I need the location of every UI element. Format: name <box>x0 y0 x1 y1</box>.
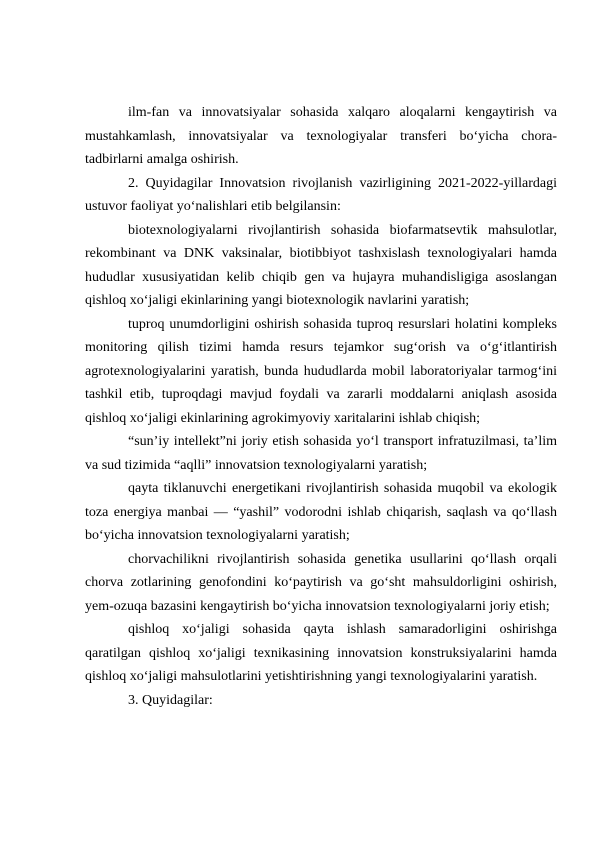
document-page <box>85 101 557 712</box>
paragraph-agriculture-machinery: qishloq xo‘jaligi sohasida qayta ishlash samaradorligini oshirishga qaratilgan qishloq xo‘jaligi texnikasining innovatsion konstruksiyalarini hamda qishloq xo‘jaligi mahsulotlarini yetishtirishning yangi texnologiyalarini yaratish. <box>85 622 557 684</box>
paragraph-international-relations: ilm-fan va innovatsiyalar sohasida xalqaro aloqalarni kengaytirish va mustahkamlash, innovatsiyalar va texnologiyalar transferi bo‘yicha chora-tadbirlarni amalga oshirish. <box>85 105 557 167</box>
paragraph-renewable-energy: qayta tiklanuvchi energetikani rivojlantirish sohasida muqobil va ekologik toza energiya manbai — “yashil” vodorodni ishlab chiqarish, saqlash va qo‘llash bo‘yicha innovatsion texnologiyalarni yaratish; <box>85 481 557 543</box>
paragraph-soil-fertility: tuproq unumdorligini oshirish sohasida tuproq resurslari holatini kompleks monitoring qilish tizimi hamda resurs tejamkor sug‘orish va o‘g‘itlantirish agrotexnologiyalarini yaratish, bunda hududlarda mobil laboratoriyalar tarmog‘ini tashkil etib, tuproqdagi mavjud foydali va zararli moddalarni aniqlash asosida qishloq xo‘jaligi ekinlarining agrokimyoviy xaritalarini ishlab chiqish; <box>85 316 557 426</box>
paragraph-artificial-intelligence: “sun’iy intellekt”ni joriy etish sohasida yo‘l transport infratuzilmasi, ta’lim va sud tizimida “aqlli” innovatsion texnologiyalarni yaratish; <box>85 434 557 473</box>
paragraph-livestock: chorvachilikni rivojlantirish sohasida genetika usullarini qo‘llash orqali chorva zotlarining genofondini ko‘paytirish va go‘sht mahsuldorligini oshirish, yem-ozuqa bazasini kengaytirish bo‘yicha innovatsion texnologiyalarni joriy etish; <box>85 551 557 614</box>
paragraph-item-3-heading: 3. Quyidagilar: <box>128 692 213 708</box>
paragraph-item-2-priorities: 2. Quyidagilar Innovatsion rivojlanish vazirligining 2021-2022-yillardagi ustuvor faoliyat yo‘nalishlari etib belgilansin: <box>85 175 557 214</box>
paragraph-biotechnology: biotexnologiyalarni rivojlantirish sohasida biofarmatsevtik mahsulotlar, rekombinant va DNK vaksinalar, biotibbiyot tashxislash texnologiyalari hamda hududlar xususiyatidan kelib chiqib gen va hujayra muhandisligiga asoslangan qishloq xo‘jaligi ekinlarining yangi biotexnologik navlarini yaratish; <box>85 222 557 308</box>
